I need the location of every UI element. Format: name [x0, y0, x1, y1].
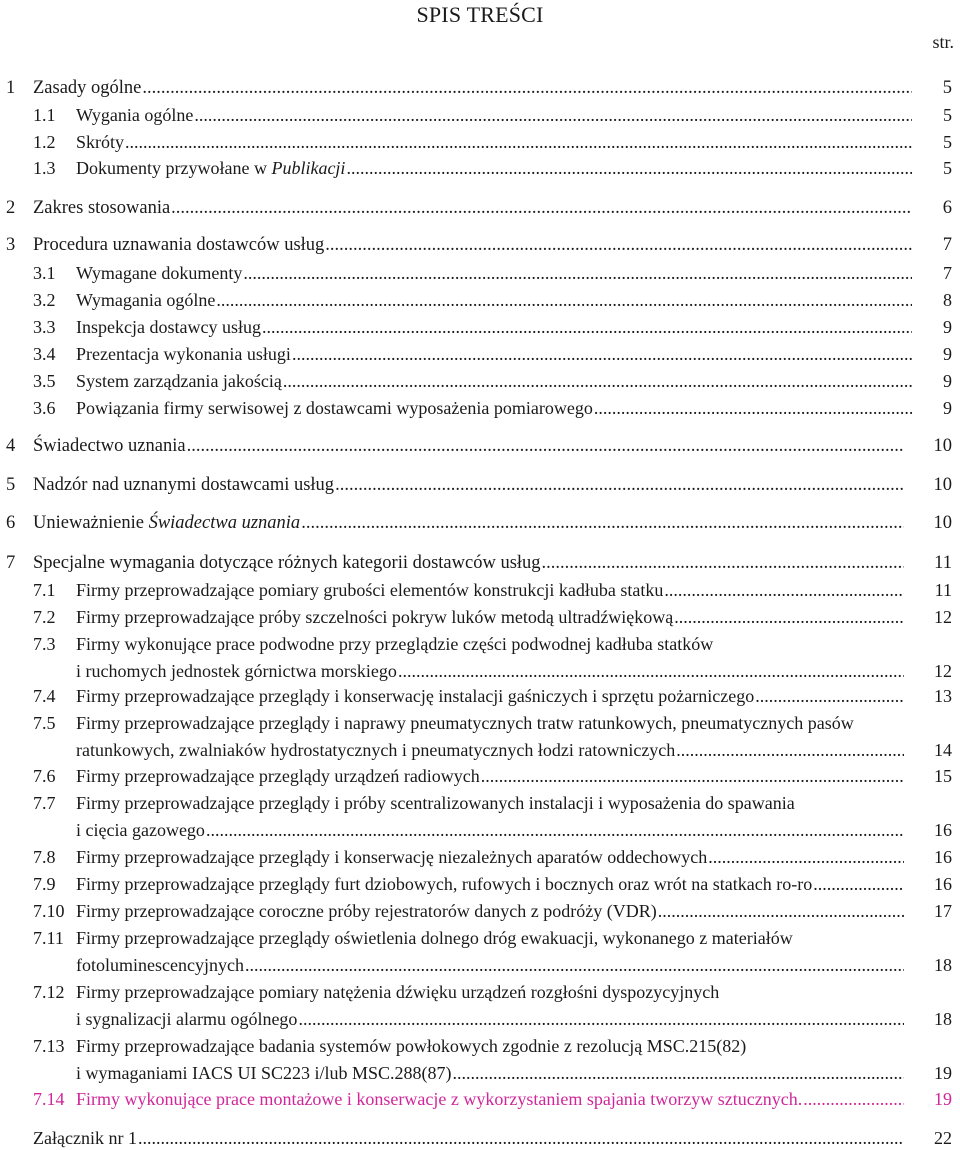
toc-entry[interactable]: [0, 792, 960, 844]
toc-leader: [708, 846, 904, 868]
toc-number: 7.7: [33, 793, 56, 813]
toc-number: 7.3: [33, 634, 56, 654]
toc-page: 10: [933, 475, 952, 495]
toc-title: Firmy przeprowadzające przeglądy furt dziobowych, rufowych i bocznych oraz wrót na statkach ro-ro: [76, 874, 813, 894]
toc-title: Firmy przeprowadzające pomiary grubości elementów konstrukcji kadłuba statku: [76, 580, 664, 600]
toc-leader: [594, 397, 912, 419]
toc-page: 10: [933, 513, 952, 533]
toc-leader: [262, 316, 912, 338]
toc-leader: [813, 873, 904, 895]
toc-title-italic: Świadectwa uznania: [148, 513, 301, 533]
toc-page: 10: [933, 436, 952, 456]
toc-title: [33, 512, 300, 534]
toc-leader: [335, 474, 904, 496]
toc-title: Załącznik nr 1: [33, 1128, 137, 1148]
toc-title: Firmy wykonujące prace montażowe i konserwacje z wykorzystaniem spajania tworzyw sztucznych.: [76, 1089, 803, 1109]
toc-title: System zarządzania jakością: [76, 371, 282, 391]
toc-title: Procedura uznawania dostawców usług: [33, 235, 325, 255]
toc-page: 9: [943, 344, 952, 364]
toc-title: fotoluminescencyjnych: [76, 955, 244, 975]
toc-page: 17: [934, 901, 952, 921]
toc-title: Firmy przeprowadzające przeglądy urządzeń radiowych: [76, 766, 480, 786]
toc-number: 7.14: [33, 1089, 65, 1109]
toc-number: 6: [6, 513, 16, 533]
toc-title: Inspekcja dostawcy usług: [76, 317, 261, 337]
toc-page: 9: [943, 398, 952, 418]
toc-title: Firmy przeprowadzające przeglądy i konserwację niezależnych aparatów oddechowych: [76, 847, 708, 867]
toc-page: 12: [934, 661, 952, 681]
toc-title: Firmy przeprowadzające przeglądy i konserwację instalacji gaśniczych i sprzętu pożarniczego: [76, 686, 755, 706]
toc-leader: [245, 954, 904, 976]
toc-number: 3.6: [33, 398, 56, 418]
toc-title-line1: Firmy przeprowadzające pomiary natężenia dźwięku urządzeń rozgłośni dyspozycyjnych: [76, 982, 720, 1002]
toc-entry[interactable]: [0, 633, 960, 685]
toc-number: 7.13: [33, 1036, 65, 1056]
toc-number: 7: [6, 553, 16, 573]
page-column-label: str.: [932, 32, 954, 52]
toc-number: 7.1: [33, 580, 56, 600]
toc-page: 16: [934, 847, 952, 867]
toc-number: 7.12: [33, 982, 65, 1002]
toc-title: Wygania ogólne: [76, 105, 194, 125]
toc-title: Nadzór nad uznanymi dostawcami usług: [33, 475, 335, 495]
toc-number: 1.2: [33, 132, 56, 152]
toc-number: 5: [6, 475, 16, 495]
toc-leader: [171, 197, 912, 219]
toc-number: 1.1: [33, 105, 56, 125]
toc-page: 5: [943, 105, 952, 125]
toc-number: 4: [6, 436, 16, 456]
toc-page: 16: [934, 874, 952, 894]
toc-title: Świadectwo uznania: [33, 436, 186, 456]
toc-title: Wymagania ogólne: [76, 290, 216, 310]
toc-page: 9: [943, 317, 952, 337]
toc-number: 2: [6, 198, 16, 218]
toc-page: 19: [934, 1089, 952, 1109]
toc-page: 14: [934, 740, 952, 760]
toc-title: Zasady ogólne: [33, 78, 142, 98]
toc-leader: [142, 77, 912, 99]
toc-page: 7: [943, 263, 952, 283]
toc-number: 7.4: [33, 686, 56, 706]
toc-leader: [301, 512, 904, 534]
toc-leader: [138, 1127, 904, 1149]
toc-number: 7.5: [33, 713, 56, 733]
toc-title: ratunkowych, zwalniaków hydrostatycznych i pneumatycznych łodzi ratowniczych: [76, 740, 676, 760]
toc-number: 3.4: [33, 344, 56, 364]
toc-leader: [194, 104, 912, 126]
toc-leader: [453, 1062, 904, 1084]
toc-title: Firmy przeprowadzające próby szczelności pokryw luków metodą ultradźwiękową: [76, 607, 674, 627]
toc-page: 22: [934, 1128, 952, 1148]
toc-page: 11: [934, 553, 952, 573]
toc-leader: [292, 343, 912, 365]
toc-leader: [676, 739, 904, 761]
toc-entry[interactable]: [0, 981, 960, 1033]
toc-page: 7: [942, 235, 952, 255]
toc-page: 6: [942, 198, 952, 218]
toc-title-part: Unieważnienie: [33, 513, 149, 533]
page-title: SPIS TREŚCI: [416, 2, 544, 27]
toc-leader: [125, 131, 912, 153]
toc-title: Skróty: [76, 132, 125, 152]
toc-leader: [674, 606, 904, 628]
toc-leader: [187, 435, 904, 457]
toc-number: 7.10: [33, 901, 65, 921]
toc-leader: [243, 262, 912, 284]
toc-title: i cięcia gazowego: [76, 820, 205, 840]
toc-entry[interactable]: [0, 712, 960, 764]
toc-title: i sygnalizacji alarmu ogólnego: [76, 1009, 298, 1029]
toc-title: Wymagane dokumenty: [76, 263, 243, 283]
toc-number: 7.9: [33, 874, 56, 894]
toc-number: 3.1: [33, 263, 56, 283]
toc-page: 12: [934, 607, 952, 627]
toc-entry[interactable]: [0, 927, 960, 979]
toc-page: 13: [934, 686, 952, 706]
toc-page: 11: [934, 580, 952, 600]
toc-title-line1: Firmy przeprowadzające badania systemów powłokowych zgodnie z rezolucją MSC.215(82): [76, 1036, 747, 1056]
toc-title-line1: Firmy wykonujące prace podwodne przy przeglądzie części podwodnej kadłuba statków: [76, 634, 714, 654]
toc-page: 8: [943, 290, 952, 310]
toc-title: Specjalne wymagania dotyczące różnych kategorii dostawców usług: [33, 553, 541, 573]
toc-title-italic: Publikacji: [271, 158, 346, 178]
toc-title: Prezentacja wykonania usługi: [76, 344, 291, 364]
toc-title: Powiązania firmy serwisowej z dostawcami wyposażenia pomiarowego: [76, 398, 593, 418]
toc-title: i ruchomych jednostek górnictwa morskiego: [76, 661, 397, 681]
toc-leader: [803, 1088, 904, 1110]
toc-leader: [325, 234, 912, 256]
toc-number: 7.2: [33, 607, 56, 627]
toc-entry[interactable]: [0, 1035, 960, 1087]
toc-page: 18: [934, 1009, 952, 1029]
toc-page: 5: [942, 78, 952, 98]
toc-page: 5: [943, 132, 952, 152]
toc-leader: [481, 765, 904, 787]
toc-leader: [298, 1008, 904, 1030]
toc-number: 3: [6, 235, 16, 255]
toc-number: 1: [6, 78, 16, 98]
toc-title-line1: Firmy przeprowadzające przeglądy oświetlenia dolnego dróg ewakuacji, wykonanego z materiałów: [76, 928, 793, 948]
toc-page: 5: [943, 158, 952, 178]
toc-leader: [542, 552, 904, 574]
toc-number: 3.3: [33, 317, 56, 337]
toc-title: Firmy przeprowadzające coroczne próby rejestratorów danych z podróży (VDR): [76, 901, 657, 921]
toc-leader: [216, 289, 912, 311]
toc-page: 15: [934, 766, 952, 786]
toc-leader: [664, 579, 904, 601]
toc-number: 1.3: [33, 158, 56, 178]
toc-leader: [346, 157, 912, 179]
toc-number: 3.5: [33, 371, 56, 391]
toc-page: 16: [934, 820, 952, 840]
toc-title-line1: Firmy przeprowadzające przeglądy i próby scentralizowanych instalacji i wyposażenia do spawania: [76, 793, 795, 813]
toc-page: 19: [934, 1063, 952, 1083]
toc-title: i wymaganiami IACS UI SC223 i/lub MSC.288(87): [76, 1063, 452, 1083]
toc-leader: [206, 819, 904, 841]
toc-leader: [755, 685, 904, 707]
toc-number: 7.11: [33, 928, 64, 948]
toc-number: 7.8: [33, 847, 56, 867]
toc-leader: [658, 900, 904, 922]
toc-number: 7.6: [33, 766, 56, 786]
toc-title: Zakres stosowania: [33, 198, 171, 218]
toc-page: 18: [934, 955, 952, 975]
toc-title: [76, 157, 345, 179]
toc-title-line1: Firmy przeprowadzające przeglądy i naprawy pneumatycznych tratw ratunkowych, pneumatycznych pasów: [76, 713, 854, 733]
toc-leader: [398, 660, 904, 682]
toc-page: 9: [943, 371, 952, 391]
toc-title-part: Dokumenty przywołane w: [76, 158, 272, 178]
toc-number: 3.2: [33, 290, 56, 310]
toc-leader: [283, 370, 912, 392]
